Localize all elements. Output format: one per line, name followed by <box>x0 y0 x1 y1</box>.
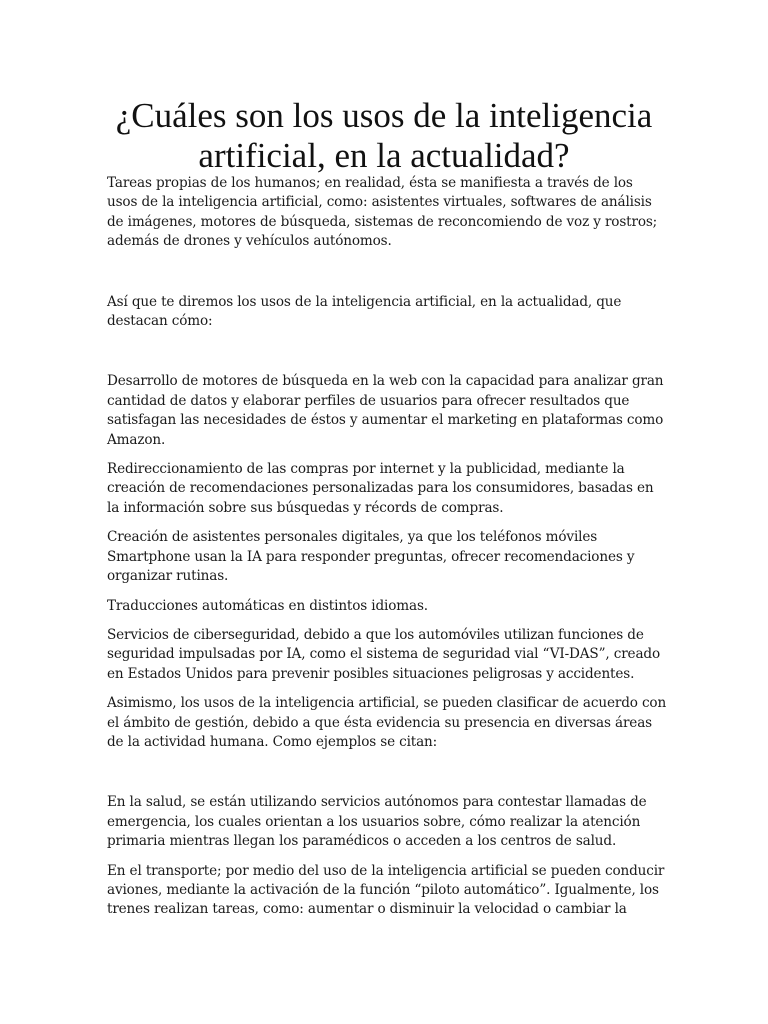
paragraph-online-shopping: Redireccionamiento de las compras por internet y la publicidad, mediante la creación de recomendaciones personalizadas para los consumidores, basadas en la información sobre sus búsquedas y récords de compras. <box>107 461 654 516</box>
page-title: ¿Cuáles son los usos de la inteligencia artificial, en la actualidad? <box>115 96 653 175</box>
paragraph-transport: En el transporte; por medio del uso de la inteligencia artificial se pueden conducir aviones, mediante la activación de la función “piloto automático”. Igualmente, los trenes realizan tareas, como: aumentar o disminuir la velocidad o cambiar la <box>107 862 665 918</box>
paragraph-digital-assistants: Creación de asistentes personales digitales, ya que los teléfonos móviles Smartphone usan la IA para responder preguntas, ofrecer recomendaciones y organizar rutinas. <box>107 529 635 585</box>
paragraph-search-engines: Desarrollo de motores de búsqueda en la web con la capacidad para analizar gran cantidad de datos y elaborar perfiles de usuarios para ofrecer resultados que satisfagan las necesidades de éstos y aumentar el marketing en plataformas como Amazon. <box>107 373 664 448</box>
paragraph-health: En la salud, se están utilizando servicios autónomos para contestar llamadas de emergencia, los cuales orientan a los usuarios sobre, cómo realizar la atención primaria mientras llegan los paramédicos o acceden a los centros de salud. <box>107 794 647 850</box>
paragraph-classification: Asimismo, los usos de la inteligencia artificial, se pueden clasificar de acuerdo con el ámbito de gestión, debido a que ésta evidencia su presencia en diversas áreas de la actividad humana. Como ejemplos se citan: <box>107 695 667 750</box>
paragraph-cybersecurity: Servicios de ciberseguridad, debido a que los automóviles utilizan funciones de seguridad impulsadas por IA, como el sistema de seguridad vial “VI-DAS”, creado en Estados Unidos para prevenir posibles situaciones peligrosas y accidentes. <box>107 626 660 682</box>
paragraph-intro: Tareas propias de los humanos; en realidad, ésta se manifiesta a través de los usos de la inteligencia artificial, como: asistentes virtuales, softwares de análisis de imágenes, motores de búsqueda, sistemas de reconcomiendo de voz y rostros; además de drones y vehículos autónomos. <box>107 175 658 250</box>
paragraph-translations: Traducciones automáticas en distintos idiomas. <box>107 597 428 614</box>
paragraph-lead-in: Así que te diremos los usos de la inteligencia artificial, en la actualidad, que destacan cómo: <box>107 293 622 330</box>
document-body <box>107 174 667 920</box>
